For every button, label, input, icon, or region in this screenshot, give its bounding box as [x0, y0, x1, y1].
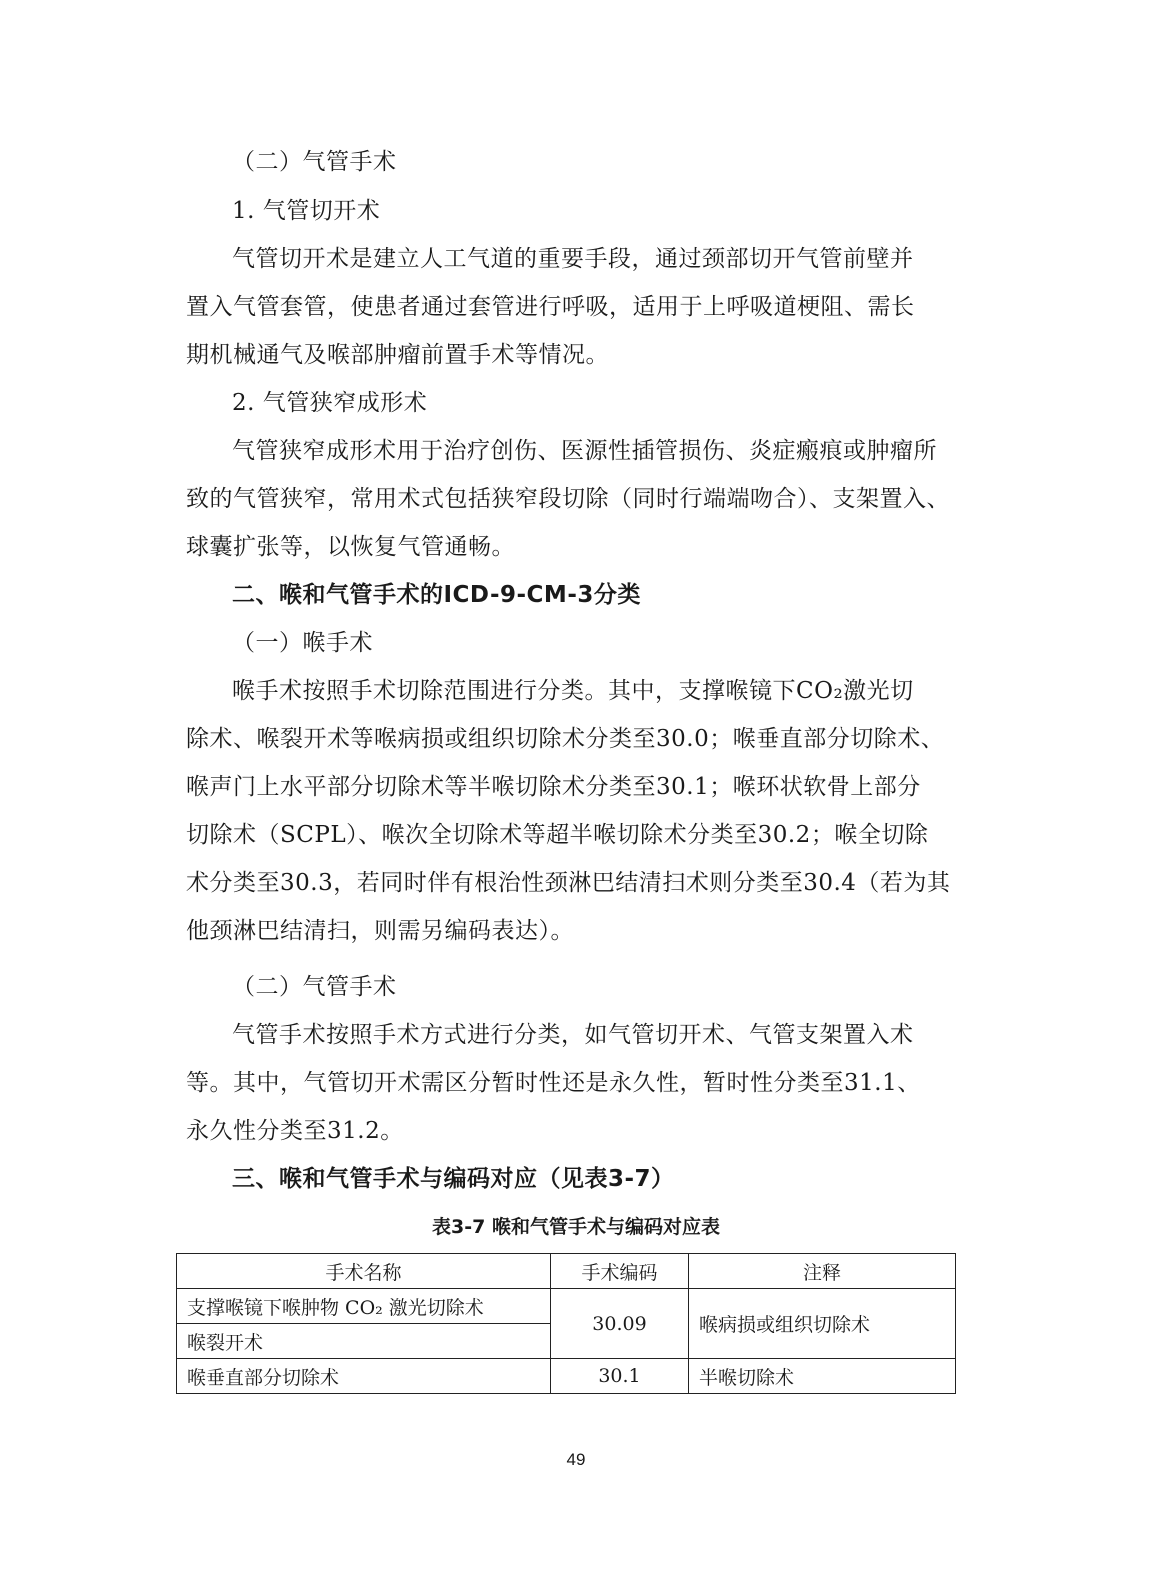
paragraph-line: 切除术（SCPL）、喉次全切除术等超半喉切除术分类至30.2；喉全切除	[186, 822, 929, 848]
paragraph-line: 喉声门上水平部分切除术等半喉切除术分类至30.1；喉环状软骨上部分	[186, 774, 921, 800]
subsection-heading-trachea: （二）气管手术	[232, 149, 397, 175]
subsection-heading-trachea-2: （二）气管手术	[232, 974, 397, 1000]
paragraph-line: 气管狭窄成形术用于治疗创伤、医源性插管损伤、炎症瘢痕或肿瘤所	[232, 438, 937, 464]
paragraph-line: 除术、喉裂开术等喉病损或组织切除术分类至30.0；喉垂直部分切除术、	[186, 726, 945, 752]
cell-procedure-code: 30.09	[551, 1289, 689, 1359]
table-caption: 表3-7 喉和气管手术与编码对应表	[432, 1216, 720, 1238]
cell-note: 半喉切除术	[689, 1359, 956, 1394]
table-row	[177, 1289, 956, 1324]
cell-procedure-code: 30.1	[551, 1359, 689, 1394]
code-mapping-table	[176, 1253, 956, 1394]
item-heading-tracheotomy: 1. 气管切开术	[232, 198, 381, 224]
column-header-note: 注释	[689, 1254, 956, 1289]
page-number: 49	[566, 1450, 586, 1469]
paragraph-line: 永久性分类至31.2。	[186, 1118, 404, 1144]
cell-procedure-name: 喉垂直部分切除术	[177, 1359, 551, 1394]
cell-procedure-name: 喉裂开术	[177, 1324, 551, 1359]
section-heading-mapping: 三、喉和气管手术与编码对应（见表3-7）	[232, 1166, 675, 1192]
section-heading-classification: 二、喉和气管手术的ICD-9-CM-3分类	[232, 582, 641, 608]
column-header-name: 手术名称	[177, 1254, 551, 1289]
cell-note: 喉病损或组织切除术	[689, 1289, 956, 1359]
cell-procedure-name: 支撑喉镜下喉肿物 CO₂ 激光切除术	[177, 1289, 551, 1324]
paragraph-line: 等。其中，气管切开术需区分暂时性还是永久性，暂时性分类至31.1、	[186, 1070, 921, 1096]
paragraph-line: 置入气管套管，使患者通过套管进行呼吸，适用于上呼吸道梗阻、需长	[186, 294, 915, 320]
paragraph-line: 他颈淋巴结清扫，则需另编码表达）。	[186, 918, 574, 944]
paragraph-line: 喉手术按照手术切除范围进行分类。其中，支撑喉镜下CO₂激光切	[232, 678, 914, 704]
subsection-heading-larynx: （一）喉手术	[232, 630, 373, 656]
paragraph-line: 术分类至30.3，若同时伴有根治性颈淋巴结清扫术则分类至30.4（若为其	[186, 870, 951, 896]
paragraph-line: 致的气管狭窄，常用术式包括狭窄段切除（同时行端端吻合）、支架置入、	[186, 486, 950, 512]
paragraph-line: 球囊扩张等，以恢复气管通畅。	[186, 534, 515, 560]
paragraph-line: 期机械通气及喉部肿瘤前置手术等情况。	[186, 342, 609, 368]
column-header-code: 手术编码	[551, 1254, 689, 1289]
paragraph-line: 气管手术按照手术方式进行分类，如气管切开术、气管支架置入术	[232, 1022, 914, 1048]
table-header-row	[177, 1254, 956, 1289]
table-row	[177, 1359, 956, 1394]
item-heading-stenosis: 2. 气管狭窄成形术	[232, 390, 428, 416]
paragraph-line: 气管切开术是建立人工气道的重要手段，通过颈部切开气管前壁并	[232, 246, 914, 272]
